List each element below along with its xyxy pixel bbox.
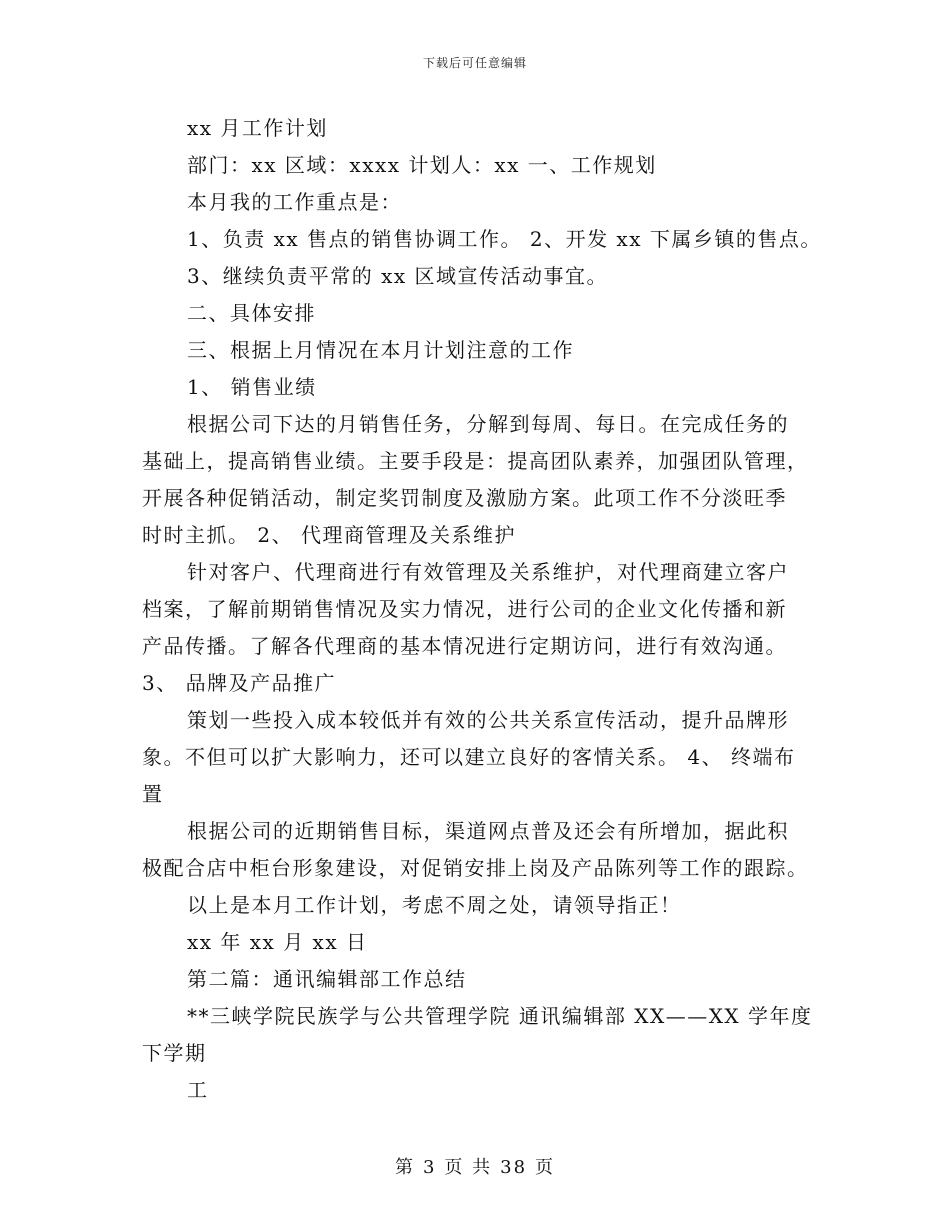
page-header: 下载后可任意编辑 (422, 56, 527, 70)
section-heading: 第二篇：通讯编辑部工作总结 (187, 967, 467, 991)
doc-line: 时时主抓。 2、 代理商管理及关系维护 (142, 523, 516, 547)
doc-line: 本月我的工作重点是： (187, 190, 402, 214)
doc-date: xx 年 xx 月 xx 日 (187, 930, 368, 954)
doc-line: 策划一些投入成本较低并有效的公共关系宣传活动，提升品牌形 (187, 708, 789, 732)
doc-line: 1、 销售业绩 (187, 375, 317, 399)
doc-line: 3、继续负责平常的 xx 区域宣传活动事宜。 (187, 264, 608, 288)
total-page-count: 38 (500, 1157, 528, 1178)
document-body (142, 110, 822, 1109)
doc-line: 3、 品牌及产品推广 (142, 671, 337, 695)
footer-suffix: 页 (535, 1157, 556, 1178)
doc-line: 工 (187, 1078, 209, 1102)
doc-line: 部门：xx 区域：xxxx 计划人：xx 一、工作规划 (187, 153, 657, 177)
page-footer (0, 1153, 950, 1179)
doc-line: 开展各种促销活动，制定奖罚制度及激励方案。此项工作不分淡旺季 (142, 486, 787, 510)
doc-line: 以上是本月工作计划，考虑不周之处，请领导指正！ (187, 893, 682, 917)
doc-line: **三峡学院民族学与公共管理学院 通讯编辑部 XX——XX 学年度 (187, 1004, 813, 1028)
footer-middle: 页 共 (444, 1157, 493, 1178)
doc-line: 1、负责 xx 售点的销售协调工作。 2、开发 xx 下属乡镇的售点。 (187, 227, 822, 251)
doc-line: 档案，了解前期销售情况及实力情况，进行公司的企业文化传播和新 (142, 597, 787, 621)
doc-line: 根据公司的近期销售目标，渠道网点普及还会有所增加，据此积 (187, 819, 789, 843)
current-page-number: 3 (422, 1157, 437, 1178)
doc-line: 下学期 (142, 1041, 207, 1065)
section-heading: 二、具体安排 (187, 301, 316, 325)
doc-line: 针对客户、代理商进行有效管理及关系维护，对代理商建立客户 (187, 560, 789, 584)
doc-line: 产品传播。了解各代理商的基本情况进行定期访问，进行有效沟通。 (142, 634, 787, 658)
doc-line: 置 (142, 782, 164, 806)
doc-line: 极配合店中柜台形象建设，对促销安排上岗及产品陈列等工作的跟踪。 (142, 856, 809, 880)
doc-line: 基础上，提高销售业绩。主要手段是：提高团队素养，加强团队管理， (142, 449, 809, 473)
doc-line: 象。不但可以扩大影响力，还可以建立良好的客情关系。 4、 终端布 (142, 745, 796, 769)
footer-prefix: 第 (394, 1157, 415, 1178)
section-heading: 三、根据上月情况在本月计划注意的工作 (187, 338, 574, 362)
doc-title: xx 月工作计划 (187, 116, 328, 140)
doc-line: 根据公司下达的月销售任务，分解到每周、每日。在完成任务的 (187, 412, 789, 436)
